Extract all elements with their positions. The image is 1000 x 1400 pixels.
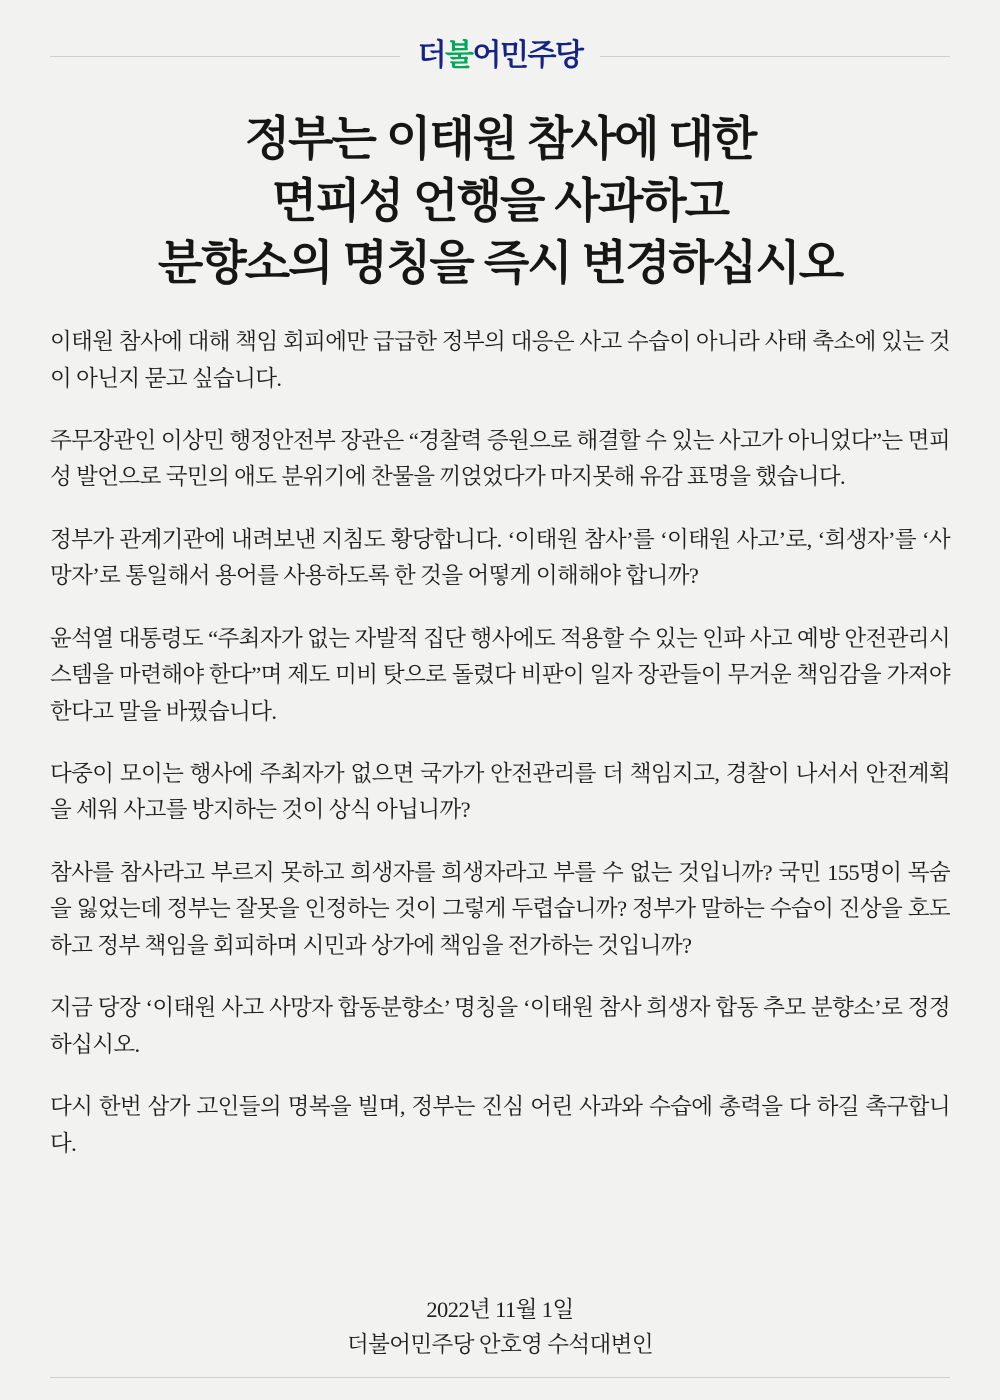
body-paragraph: 다중이 모이는 행사에 주최자가 없으면 국가가 안전관리를 더 책임지고, 경찰이 나서서 안전계획을 세워 사고를 방지하는 것이 상식 아닙니까?	[50, 761, 950, 823]
signoff	[50, 1293, 950, 1377]
party-logo	[418, 41, 583, 71]
statement-body	[50, 324, 950, 1293]
header-rule-right	[600, 56, 950, 57]
body-paragraph: 주무장관인 이상민 행정안전부 장관은 “경찰력 증원으로 해결할 수 있는 사고가 아니었다”는 면피성 발언으로 국민의 애도 분위기에 찬물을 끼얹었다가 마지못해 유감 표명을 했습니다.	[50, 427, 950, 490]
logo-segment-1: 더	[417, 39, 446, 72]
body-paragraph: 윤석열 대통령도 “주최자가 없는 자발적 집단 행사에도 적용할 수 있는 인파 사고 예방 안전관리시스템을 마련해야 한다”며 제도 미비 탓으로 돌렸다 비판이 일자 장관들이 무거운 책임감을 가져야 한다고 말을 바꿨습니다.	[50, 625, 950, 724]
body-paragraph: 정부가 관계기관에 내려보낸 지침도 황당합니다. ‘이태원 참사’를 ‘이태원 사고’로, ‘희생자’를 ‘사망자’로 통일해서 용어를 사용하도록 한 것을 어떻게 이해해야 합니까?	[50, 526, 950, 589]
logo-segment-2: 불	[445, 39, 473, 72]
body-paragraph: 참사를 참사라고 부르지 못하고 희생자를 희생자라고 부를 수 없는 것입니까? 국민 155명이 목숨을 잃었는데 정부는 잘못을 인정하는 것이 그렇게 두렵습니까? 정부가 말하는 수습이 진상을 호도하고 정부 책임을 회피하며 시민과 상가에 책임을 전가하는 것입니까?	[50, 859, 950, 958]
footer-rule	[50, 1377, 950, 1378]
title-line-2: 면피성 언행을 사과하고	[271, 174, 729, 228]
title-line-1: 정부는 이태원 참사에 대한	[244, 112, 756, 165]
logo-header	[50, 0, 950, 82]
logo-segment-3: 어민주당	[472, 39, 583, 72]
header-rule-left	[50, 56, 400, 57]
title-line-3: 분향소의 명칭을 즉시 변경하십시오	[157, 236, 843, 290]
body-paragraph: 이태원 참사에 대해 책임 회피에만 급급한 정부의 대응은 사고 수습이 아니라 사태 축소에 있는 것이 아닌지 묻고 싶습니다.	[50, 329, 950, 391]
signoff-date: 2022년 11월 1일	[426, 1297, 574, 1323]
page-title	[50, 108, 950, 294]
body-paragraph: 지금 당장 ‘이태원 사고 사망자 합동분향소’ 명칭을 ‘이태원 참사 희생자 합동 추모 분향소’로 정정하십시오.	[50, 995, 950, 1057]
body-paragraph: 다시 한번 삼가 고인들의 명복을 빌며, 정부는 진심 어린 사과와 수습에 총력을 다 하길 촉구합니다.	[50, 1094, 950, 1156]
signoff-attribution: 더불어민주당 안호영 수석대변인	[347, 1332, 653, 1358]
